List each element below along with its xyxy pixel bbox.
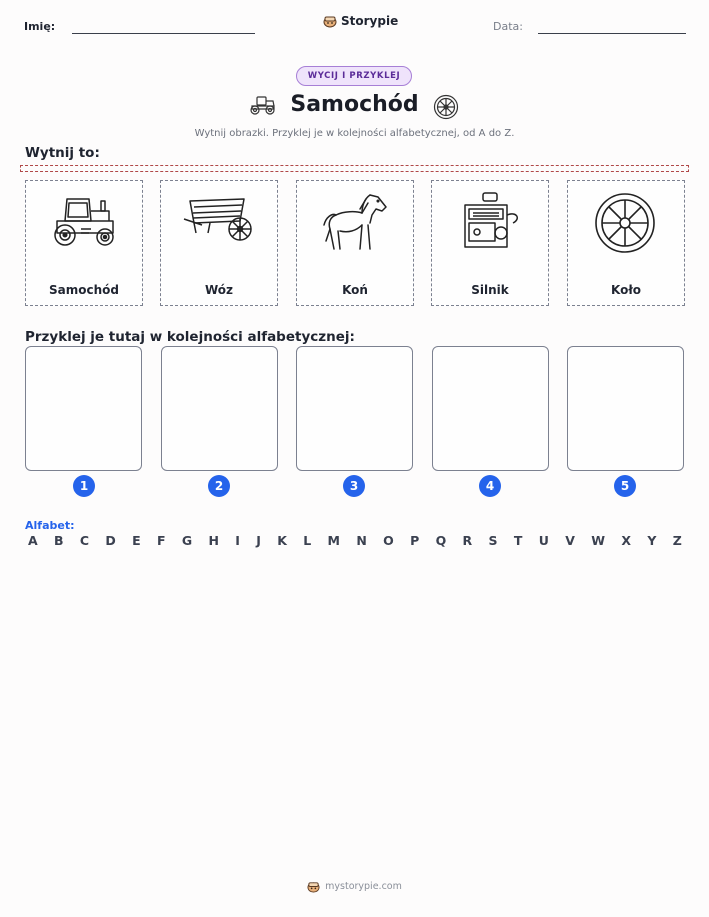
engine-icon (451, 189, 531, 255)
alphabet-letter: J (256, 533, 261, 548)
name-line (72, 33, 255, 34)
alphabet-letter: A (28, 533, 38, 548)
alphabet-letter: Q (435, 533, 447, 548)
card-label: Samochód (49, 283, 119, 297)
card-label: Koło (610, 283, 642, 297)
paste-slot-2[interactable] (161, 346, 278, 471)
brand-name: Storypie (341, 14, 399, 28)
horse-icon (316, 189, 396, 255)
alphabet-letter: K (277, 533, 287, 548)
alphabet-letter: P (410, 533, 420, 548)
instructions: Wytnij obrazki. Przyklej je w kolejności alfabetycznej, od A do Z. (194, 128, 515, 139)
paste-heading: Przyklej je tutaj w kolejności alfabetycznej: (25, 329, 355, 345)
wheel-title-icon (433, 94, 459, 120)
alphabet-letter: I (235, 533, 240, 548)
alphabet-letter: L (303, 533, 312, 548)
card-label: Koń (342, 283, 368, 297)
alphabet-letter: V (565, 533, 575, 548)
alphabet-letter: H (208, 533, 219, 548)
alphabet-letter: N (356, 533, 367, 548)
alphabet-letter: Y (647, 533, 657, 548)
paste-slot-1[interactable] (25, 346, 142, 471)
footer (0, 880, 709, 893)
alphabet-letter: M (327, 533, 340, 548)
cut-card-silnik[interactable] (431, 180, 549, 306)
date-label: Data: (493, 20, 523, 33)
alphabet-letter: Z (672, 533, 682, 548)
paste-slot-3[interactable] (296, 346, 413, 471)
card-label: Wóz (204, 283, 234, 297)
alphabet-letter: U (538, 533, 549, 548)
cut-card-kolo[interactable] (567, 180, 685, 306)
alphabet-letter: B (54, 533, 64, 548)
tractor-icon (45, 189, 125, 255)
slot-number: 2 (208, 475, 230, 497)
alphabet-row (28, 533, 682, 548)
alphabet-letter: D (105, 533, 116, 548)
alphabet-letter: W (591, 533, 606, 548)
paste-slot-4[interactable] (432, 346, 549, 471)
cut-heading: Wytnij to: (25, 145, 100, 161)
alphabet-letter: X (621, 533, 631, 548)
storypie-logo-icon (307, 880, 320, 893)
alphabet-label: Alfabet: (25, 519, 75, 532)
alphabet-letter: F (156, 533, 166, 548)
cart-icon (180, 189, 260, 255)
cut-card-woz[interactable] (160, 180, 278, 306)
activity-badge: WYCIJ I PRZYKLEJ (296, 66, 412, 86)
alphabet-letter: O (383, 533, 394, 548)
card-label: Silnik (471, 283, 509, 297)
footer-url[interactable]: mystorypie.com (325, 881, 402, 892)
slot-number: 5 (614, 475, 636, 497)
alphabet-letter: G (181, 533, 193, 548)
slot-number: 1 (73, 475, 95, 497)
slot-number: 4 (479, 475, 501, 497)
alphabet-letter: T (513, 533, 523, 548)
date-line (538, 33, 686, 34)
alphabet-letter: C (79, 533, 90, 548)
wheel-icon (587, 189, 667, 255)
cut-card-samochod[interactable] (25, 180, 143, 306)
name-label: Imię: (24, 20, 56, 33)
alphabet-letter: E (132, 533, 141, 548)
brand-logo (323, 14, 398, 28)
storypie-logo-icon (323, 14, 337, 28)
alphabet-letter: R (462, 533, 473, 548)
slot-number: 3 (343, 475, 365, 497)
paste-slot-5[interactable] (567, 346, 684, 471)
alphabet-letter: S (488, 533, 498, 548)
page-title: Samochód (290, 92, 419, 117)
cut-card-kon[interactable] (296, 180, 414, 306)
cut-line (20, 165, 689, 172)
